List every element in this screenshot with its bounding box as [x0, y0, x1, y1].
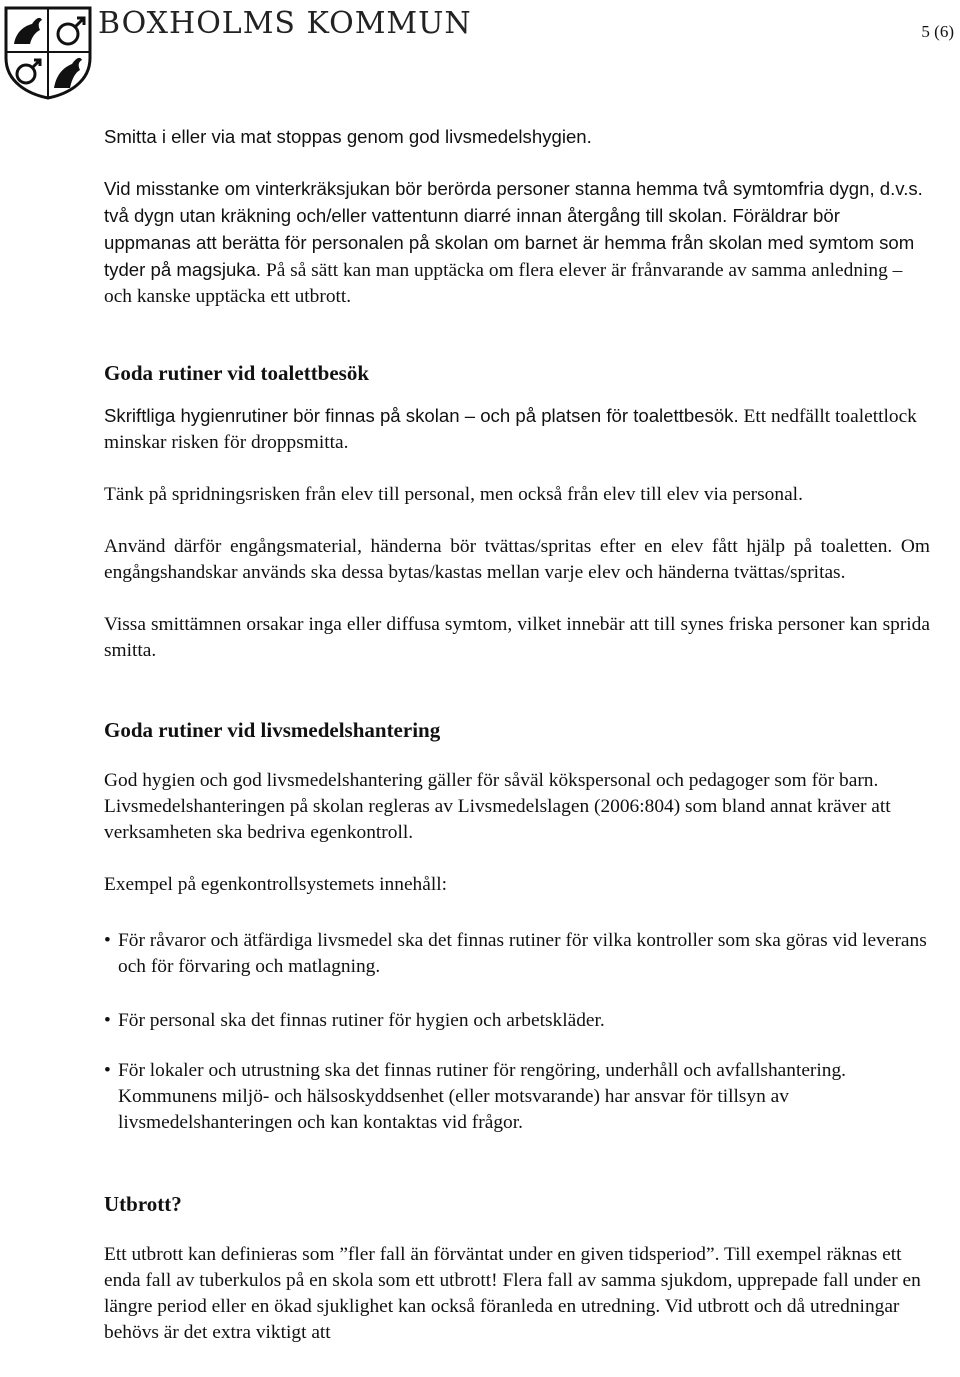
list-item — [104, 1058, 930, 1136]
toilet-paragraph-1 — [104, 403, 930, 456]
intro-paragraph-2 — [104, 176, 930, 310]
intro-paragraph-2-sans: Vid misstanke om vinterkräksjukan bör berörda personer stanna hemma två symtomfria dygn, d.v.s. två dygn utan kräkning och/eller vattentunn diarré innan återgång till skolan. Föräldrar bör uppmanas att berätta för personalen på skolan om barnet är hemma från skolan med symtom som tyder på magsjuka. — [104, 178, 923, 280]
page-header — [0, 0, 960, 100]
toilet-paragraph-1-sans: Skriftliga hygienrutiner bör finnas på skolan – och på platsen för toalettbesök. — [104, 405, 739, 426]
self-control-list — [104, 928, 930, 1136]
food-paragraph-1: God hygien och god livsmedelshantering gäller för såväl kökspersonal och pedagoger som för barn. Livsmedelshanteringen på skolan regleras av Livsmedelslagen (2006:804) som bland annat kräver att verksamheten ska bedriva egenkontroll. — [104, 770, 891, 843]
organization-name: BOXHOLMS KOMMUN — [98, 6, 472, 41]
intro-paragraph-2-serif: På så sätt kan man upptäcka om flera elever är frånvarande av samma anledning – och kanske upptäcka ett utbrott. — [104, 260, 903, 307]
page-number: 5 (6) — [921, 22, 954, 41]
document-body — [104, 118, 930, 1346]
list-item — [104, 928, 930, 980]
outbreak-paragraph-1: Ett utbrott kan definieras som ”fler fall än förväntat under en given tidsperiod”. Till exempel räknas ett enda fall av tuberkulos på en skola som ett utbrott! Flera fall av samma sjukdom, upprepade fall under en längre period eller en ökad sjuklighet kan också föranleda en utredning. Vid utbrott och då utredningar behövs är det extra viktigt att — [104, 1244, 921, 1343]
toilet-paragraph-3: Använd därför engångsmaterial, händerna bör tvättas/spritas efter en elev fått hjälp på toaletten. Om engångshandskar används ska dessa bytas/kastas mellan varje elev och händerna tvättas/spritas. — [104, 536, 930, 583]
list-item-text: För råvaror och ätfärdiga livsmedel ska det finnas rutiner för vilka kontroller som ska göras vid leverans och för förvaring och matlagning. — [118, 930, 927, 977]
intro-paragraph-1: Smitta i eller via mat stoppas genom god livsmedelshygien. — [104, 126, 592, 147]
bullet-icon: • — [104, 930, 111, 951]
municipal-coat-of-arms-icon — [2, 4, 94, 100]
list-item-text: För lokaler och utrustning ska det finnas rutiner för rengöring, underhåll och avfallshantering. Kommunens miljö- och hälsoskyddsenhet (eller motsvarande) har ansvar för tillsyn av livsmedelshanteringen och kan kontaktas vid frågor. — [118, 1060, 847, 1133]
toilet-paragraph-2: Tänk på spridningsrisken från elev till personal, men också från elev till elev via personal. — [104, 484, 803, 505]
food-list-intro: Exempel på egenkontrollsystemets innehåll: — [104, 874, 448, 895]
heading-toilet-routines: Goda rutiner vid toalettbesök — [104, 361, 370, 385]
bullet-icon: • — [104, 1060, 111, 1081]
toilet-paragraph-4: Vissa smittämnen orsakar inga eller diffusa symtom, vilket innebär att till synes friska personer kan sprida smitta. — [104, 614, 930, 661]
toilet-paragraph-1-serif: Ett nedfällt toalettlock minskar risken för droppsmitta. — [104, 406, 917, 453]
list-item-text: För personal ska det finnas rutiner för hygien och arbetskläder. — [118, 1010, 605, 1031]
list-item — [104, 1008, 930, 1034]
heading-outbreak: Utbrott? — [104, 1192, 182, 1216]
heading-food-handling: Goda rutiner vid livsmedelshantering — [104, 718, 441, 742]
bullet-icon: • — [104, 1010, 111, 1031]
